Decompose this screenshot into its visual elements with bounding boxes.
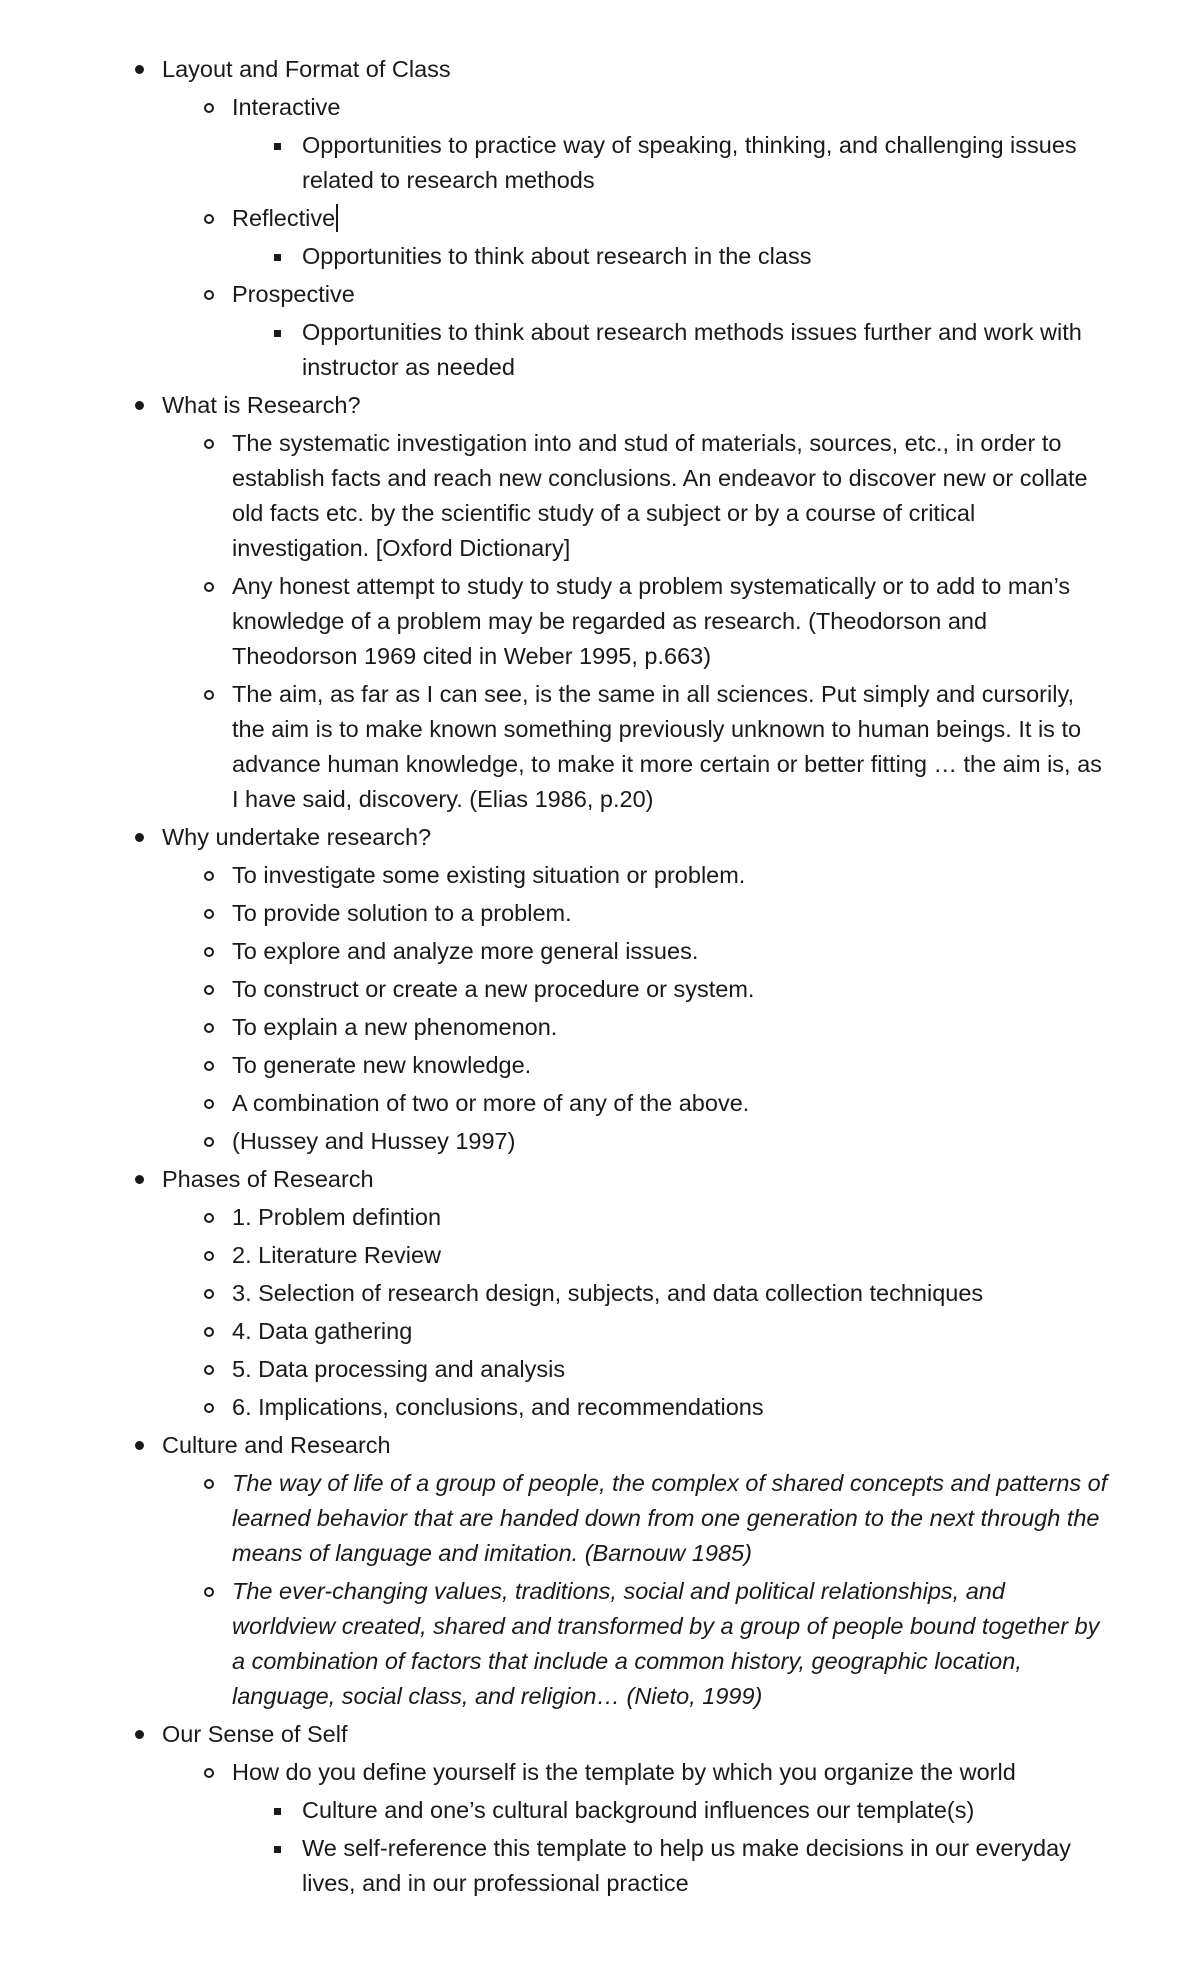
list-item-text: How do you define yourself is the template by which you organize the world bbox=[232, 1759, 1016, 1785]
circle-bullet-icon bbox=[204, 690, 214, 700]
list-item-text: 5. Data processing and analysis bbox=[232, 1356, 566, 1382]
list-item bbox=[0, 896, 1112, 931]
section-phases-of-research bbox=[0, 1162, 1112, 1197]
circle-bullet-icon bbox=[204, 1137, 214, 1147]
list-subitem-text: Opportunities to think about research in the class bbox=[302, 243, 812, 269]
list-item-text: 2. Literature Review bbox=[232, 1242, 441, 1268]
list-subitem bbox=[0, 1831, 1112, 1901]
section-title: Culture and Research bbox=[162, 1432, 391, 1458]
circle-bullet-icon bbox=[204, 1587, 214, 1597]
list-item-text: The ever-changing values, traditions, social and political relationships, and worldview created, shared and transformed by a group of people bound together by a combination of factors that include a common history, geographic location, language, social class, and religion… (Nieto, 1999) bbox=[232, 1578, 1100, 1709]
list-subitem bbox=[0, 128, 1112, 198]
list-subitem bbox=[0, 315, 1112, 385]
section-why-undertake-research bbox=[0, 820, 1112, 855]
circle-bullet-icon bbox=[204, 1213, 214, 1223]
list-subitem bbox=[0, 1793, 1112, 1828]
list-item-text: Reflective bbox=[232, 205, 336, 231]
list-item-text: Any honest attempt to study to study a problem systematically or to add to man’s knowledge of a problem may be regarded as research. (Theodorson and Theodorson 1969 cited in Weber 1995, p.663) bbox=[232, 573, 1071, 669]
circle-bullet-icon bbox=[204, 1289, 214, 1299]
list-subitem-text: Opportunities to think about research methods issues further and work with instructor as needed bbox=[302, 319, 1082, 380]
list-item bbox=[0, 934, 1112, 969]
list-item-text: 1. Problem defintion bbox=[232, 1204, 442, 1230]
circle-bullet-icon bbox=[204, 947, 214, 957]
section-title: Phases of Research bbox=[162, 1166, 374, 1192]
circle-bullet-icon bbox=[204, 1023, 214, 1033]
section-layout-format bbox=[0, 52, 1112, 87]
circle-bullet-icon bbox=[204, 582, 214, 592]
circle-bullet-icon bbox=[204, 909, 214, 919]
list-item bbox=[0, 1755, 1112, 1790]
list-subitem-text: Culture and one’s cultural background influences our template(s) bbox=[302, 1797, 975, 1823]
section-title: Layout and Format of Class bbox=[162, 56, 451, 82]
list-item-text: The systematic investigation into and stud of materials, sources, etc., in order to establish facts and reach new conclusions. An endeavor to discover new or collate old facts etc. by the scientific study of a subject or by a course of critical investigation. [Oxford Dictionary] bbox=[232, 430, 1088, 561]
circle-bullet-icon bbox=[204, 290, 214, 300]
list-item bbox=[0, 1086, 1112, 1121]
list-item-text: 4. Data gathering bbox=[232, 1318, 413, 1344]
section-what-is-research bbox=[0, 388, 1112, 423]
list-item-text: The way of life of a group of people, the complex of shared concepts and patterns of learned behavior that are handed down from one generation to the next through the means of language and imitation. (Barnouw 1985) bbox=[232, 1470, 1108, 1566]
list-item-text: Interactive bbox=[232, 94, 341, 120]
list-item-interactive bbox=[0, 90, 1112, 125]
square-bullet-icon bbox=[274, 143, 281, 150]
list-item-text: Prospective bbox=[232, 281, 355, 307]
list-item bbox=[0, 1574, 1112, 1714]
document-body[interactable] bbox=[0, 52, 1200, 1904]
outline-list bbox=[0, 52, 1200, 1901]
square-bullet-icon bbox=[274, 1846, 281, 1853]
disc-bullet-icon bbox=[135, 1730, 144, 1739]
list-subitem-text: We self-reference this template to help us make decisions in our everyday lives, and in our professional practice bbox=[302, 1835, 1071, 1896]
list-item bbox=[0, 426, 1112, 566]
list-item-text: To generate new knowledge. bbox=[232, 1052, 532, 1078]
circle-bullet-icon bbox=[204, 1365, 214, 1375]
square-bullet-icon bbox=[274, 1808, 281, 1815]
list-item bbox=[0, 1466, 1112, 1571]
list-item-text: 3. Selection of research design, subjects, and data collection techniques bbox=[232, 1280, 984, 1306]
list-item-text: 6. Implications, conclusions, and recommendations bbox=[232, 1394, 764, 1420]
disc-bullet-icon bbox=[135, 833, 144, 842]
list-item bbox=[0, 1276, 1112, 1311]
list-item bbox=[0, 1010, 1112, 1045]
circle-bullet-icon bbox=[204, 1061, 214, 1071]
circle-bullet-icon bbox=[204, 1099, 214, 1109]
list-item-text: To explore and analyze more general issues. bbox=[232, 938, 699, 964]
section-culture-and-research bbox=[0, 1428, 1112, 1463]
list-item-text: A combination of two or more of any of the above. bbox=[232, 1090, 750, 1116]
circle-bullet-icon bbox=[204, 1251, 214, 1261]
circle-bullet-icon bbox=[204, 214, 214, 224]
list-item-text: To investigate some existing situation or problem. bbox=[232, 862, 746, 888]
section-title: Why undertake research? bbox=[162, 824, 432, 850]
list-item bbox=[0, 1048, 1112, 1083]
list-subitem bbox=[0, 239, 1112, 274]
list-item bbox=[0, 1124, 1112, 1159]
list-item bbox=[0, 569, 1112, 674]
section-title: Our Sense of Self bbox=[162, 1721, 348, 1747]
list-item bbox=[0, 1314, 1112, 1349]
square-bullet-icon bbox=[274, 254, 281, 261]
circle-bullet-icon bbox=[204, 1327, 214, 1337]
list-item bbox=[0, 677, 1112, 817]
circle-bullet-icon bbox=[204, 1403, 214, 1413]
section-title: What is Research? bbox=[162, 392, 361, 418]
section-our-sense-of-self bbox=[0, 1717, 1112, 1752]
list-item bbox=[0, 1200, 1112, 1235]
list-item bbox=[0, 1390, 1112, 1425]
circle-bullet-icon bbox=[204, 871, 214, 881]
list-item-reflective bbox=[0, 201, 1112, 236]
list-item bbox=[0, 1352, 1112, 1387]
list-item-text: To explain a new phenomenon. bbox=[232, 1014, 558, 1040]
list-item-text: (Hussey and Hussey 1997) bbox=[232, 1128, 516, 1154]
circle-bullet-icon bbox=[204, 1479, 214, 1489]
list-item bbox=[0, 972, 1112, 1007]
square-bullet-icon bbox=[274, 330, 281, 337]
list-item-prospective bbox=[0, 277, 1112, 312]
disc-bullet-icon bbox=[135, 1441, 144, 1450]
text-cursor bbox=[336, 204, 338, 232]
disc-bullet-icon bbox=[135, 401, 144, 410]
disc-bullet-icon bbox=[135, 65, 144, 74]
disc-bullet-icon bbox=[135, 1175, 144, 1184]
circle-bullet-icon bbox=[204, 985, 214, 995]
list-item bbox=[0, 858, 1112, 893]
circle-bullet-icon bbox=[204, 1768, 214, 1778]
list-item-text: To provide solution to a problem. bbox=[232, 900, 572, 926]
list-item-text: To construct or create a new procedure or system. bbox=[232, 976, 755, 1002]
circle-bullet-icon bbox=[204, 103, 214, 113]
list-item bbox=[0, 1238, 1112, 1273]
circle-bullet-icon bbox=[204, 439, 214, 449]
list-item-text: The aim, as far as I can see, is the same in all sciences. Put simply and cursorily, the aim is to make known something previously unknown to human beings. It is to advance human knowledge, to make it more certain or better fitting … the aim is, as I have said, discovery. (Elias 1986, p.20) bbox=[232, 681, 1102, 812]
list-subitem-text: Opportunities to practice way of speaking, thinking, and challenging issues related to research methods bbox=[302, 132, 1077, 193]
